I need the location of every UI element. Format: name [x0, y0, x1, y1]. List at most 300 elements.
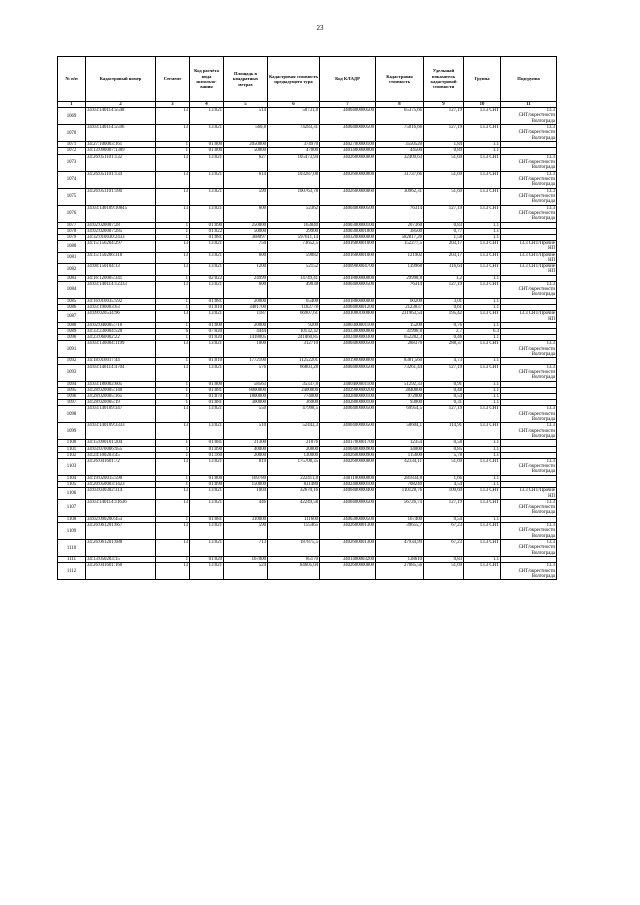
subgroup-cell — [501, 171, 557, 188]
cadastral-number-cell: 34:26:041601:160 — [86, 563, 156, 580]
usage-code-cell: 01:022 — [190, 228, 224, 234]
previous-cost-cell: 52152 — [268, 264, 320, 276]
group-cell: 1.1 — [464, 142, 501, 148]
row-number-cell: 1100 — [58, 440, 86, 446]
group-cell: 1.1 — [464, 275, 501, 281]
column-number: 5 — [224, 102, 268, 108]
previous-cost-cell: 73652,5 — [268, 241, 320, 253]
subgroup-line: 13.3 — [546, 406, 555, 412]
specific-cost-cell: 0,46 — [424, 335, 464, 341]
subgroup-line: 13.3 — [546, 205, 555, 211]
row-number-cell: 1111 — [58, 557, 86, 563]
group-cell: 13.3 СНТ — [464, 171, 501, 188]
row-number-cell: 1088 — [58, 322, 86, 328]
previous-cost-cell: 241060,85 — [268, 335, 320, 341]
area-cell: 1800000 — [224, 394, 268, 400]
usage-code-cell: 01:000 — [190, 381, 224, 387]
group-cell: 1.1 — [464, 228, 501, 234]
usage-code-cell: 13:021 — [190, 364, 224, 381]
specific-cost-cell: 1,84 — [424, 142, 464, 148]
previous-cost-cell: 52443,3 — [268, 423, 320, 440]
row-number-cell: 1104 — [58, 476, 86, 482]
previous-cost-cell: 84605,04 — [268, 563, 320, 580]
subgroup-cell — [501, 341, 557, 358]
previous-cost-cell: 66803,28 — [268, 364, 320, 381]
specific-cost-cell: 3,01 — [424, 298, 464, 304]
subgroup-line: СНТ/окрестности — [518, 464, 555, 470]
group-cell: 13.3 СНТ — [464, 108, 501, 125]
segment-cell: 13 — [156, 205, 190, 222]
cadastral-cost-cell: 3840000 — [376, 387, 424, 393]
area-cell: 50000 — [224, 228, 268, 234]
kladr-code-cell: 3400300000500 — [320, 516, 376, 522]
cadastral-number-cell: 34:02:090200:453 — [86, 516, 156, 522]
subgroup-line: СНТ/окрестности — [518, 428, 555, 434]
usage-code-cell: 01:081 — [190, 235, 224, 241]
specific-cost-cell: 0,85 — [424, 446, 464, 452]
subgroup-line: Волгограда — [531, 165, 555, 171]
kladr-code-cell: 3400400000500 — [320, 108, 376, 125]
subgroup-cell — [501, 540, 557, 557]
kladr-code-cell: 3403300000000 — [320, 329, 376, 335]
area-cell: 1418005 — [224, 335, 268, 341]
subgroup-line: СНТ/окрестности — [518, 505, 555, 511]
specific-cost-cell: 51,69 — [424, 459, 464, 476]
usage-code-cell: 13:021 — [190, 281, 224, 298]
table-row — [58, 125, 557, 142]
previous-cost-cell: 36900 — [268, 400, 320, 406]
usage-code-cell: 01:090 — [190, 482, 224, 488]
cadastral-number-cell: 34:03:190003:63 — [86, 305, 156, 311]
segment-cell: 13 — [156, 311, 190, 323]
previous-cost-cell: 14749,41 — [268, 275, 320, 281]
segment-cell: 1 — [156, 142, 190, 148]
previous-cost-cell: 21076 — [268, 440, 320, 446]
row-number-cell: 1079 — [58, 235, 86, 241]
cadastral-number-cell: 34:24:100203:45 — [86, 452, 156, 458]
cadastral-number-cell: 34:28:020005:165 — [86, 394, 156, 400]
segment-cell: 13 — [156, 406, 190, 423]
row-number-cell: 1092 — [58, 358, 86, 364]
specific-cost-cell: 0,76 — [424, 322, 464, 328]
previous-cost-cell: 52362 — [268, 205, 320, 222]
cadastral-number-cell: 34:26:051101:180 — [86, 188, 156, 205]
group-cell: 1.1 — [464, 476, 501, 482]
cadastral-number-cell: 34:20:050003:1423 — [86, 482, 156, 488]
kladr-code-cell: 3400400000500 — [320, 341, 376, 358]
subgroup-cell — [501, 241, 557, 253]
previous-cost-cell: 59082 — [268, 252, 320, 264]
usage-code-cell: 01:000 — [190, 142, 224, 148]
usage-code-cell: 13:021 — [190, 252, 224, 264]
cadastral-cost-cell: 3550520 — [376, 142, 424, 148]
subgroup-cell — [501, 499, 557, 516]
kladr-code-cell: 3402600000900 — [320, 452, 376, 458]
kladr-code-cell: 3402600000800 — [320, 171, 376, 188]
group-cell: 13.3 СНТ — [464, 188, 501, 205]
segment-cell: 1 — [156, 358, 190, 364]
area-cell: 20000 — [224, 298, 268, 304]
subgroup-line: Волгограда — [531, 533, 555, 539]
cadastral-number-cell: 34:03:140114:4704 — [86, 364, 156, 381]
usage-code-cell: 13:021 — [190, 523, 224, 540]
cadastral-cost-cell: 39655,7 — [376, 523, 424, 540]
subgroup-cell — [501, 205, 557, 222]
subgroup-cell — [501, 281, 557, 298]
area-cell: 20000 — [224, 322, 268, 328]
segment-cell: 1 — [156, 452, 190, 458]
cadastral-number-cell: 34:15:150204:297 — [86, 241, 156, 253]
cadastral-cost-cell: 207360 — [376, 222, 424, 228]
kladr-code-cell: 3400900004700 — [320, 264, 376, 276]
cadastral-cost-cell: 652282,3 — [376, 335, 424, 341]
area-cell: 4444 — [224, 329, 268, 335]
table-row — [58, 205, 557, 222]
area-cell: 446 — [224, 499, 268, 516]
kladr-code-cell: 3401400003200 — [320, 557, 376, 563]
group-cell: 13.3 СНТ — [464, 406, 501, 423]
kladr-code-cell: 3402700000100 — [320, 142, 376, 148]
column-number: 10 — [464, 102, 501, 108]
cadastral-number-cell: 34:23:060002:22 — [86, 335, 156, 341]
subgroup-line: НП — [548, 246, 555, 252]
row-number-cell: 1093 — [58, 364, 86, 381]
previous-cost-cell: 42249,58 — [268, 499, 320, 516]
group-cell: 13.3 СНТ — [464, 264, 501, 276]
cadastral-cost-cell: 47934,99 — [376, 540, 424, 557]
header-cell: Подгруппа — [501, 57, 557, 102]
area-cell: 1187 — [224, 311, 268, 323]
specific-cost-cell: 2,7 — [424, 329, 464, 335]
segment-cell: 13 — [156, 488, 190, 500]
group-cell: 1.1 — [464, 335, 501, 341]
table-row — [58, 171, 557, 188]
row-number-cell: 1098 — [58, 406, 86, 423]
previous-cost-cell: 155465 — [268, 523, 320, 540]
cadastral-number-cell: 34:03:140109:3333 — [86, 423, 156, 440]
subgroup-line: СНТ/окрестности — [518, 411, 555, 417]
row-number-cell: 1073 — [58, 154, 86, 171]
segment-cell: 1 — [156, 235, 190, 241]
kladr-code-cell: 3400400000500 — [320, 125, 376, 142]
segment-cell: 1 — [156, 335, 190, 341]
previous-cost-cell: 10132,32 — [268, 329, 320, 335]
subgroup-line: 13.3 — [546, 563, 555, 569]
table-row — [58, 154, 557, 171]
cadastral-cost-cell: 69954,5 — [376, 406, 424, 423]
specific-cost-cell: 127,19 — [424, 108, 464, 125]
usage-code-cell: 07:020 — [190, 329, 224, 335]
specific-cost-cell: 67,23 — [424, 523, 464, 540]
segment-cell: 1 — [156, 275, 190, 281]
cadastral-cost-cell: 152277,5 — [376, 241, 424, 253]
cadastral-number-cell: 34:02:020007:28 — [86, 222, 156, 228]
subgroup-line: СНТ/окрестности — [518, 210, 555, 216]
specific-cost-cell: 127,19 — [424, 364, 464, 381]
row-number-cell: 1090 — [58, 335, 86, 341]
usage-code-cell: 13:021 — [190, 171, 224, 188]
subgroup-line: НП — [548, 493, 555, 499]
column-number: 8 — [376, 102, 424, 108]
specific-cost-cell: 0,54 — [424, 516, 464, 522]
subgroup-line: СНТ/окрестности — [518, 287, 555, 293]
cadastral-number-cell: 34:26:051101:134 — [86, 171, 156, 188]
previous-cost-cell: 111600 — [268, 516, 320, 522]
subgroup-line: СНТ/окрестности — [518, 130, 555, 136]
row-number-cell: 1077 — [58, 222, 86, 228]
area-cell: 24999 — [224, 275, 268, 281]
group-cell: 1.1 — [464, 305, 501, 311]
usage-code-cell: 01:081 — [190, 516, 224, 522]
segment-cell: 1 — [156, 482, 190, 488]
row-number-cell: 1095 — [58, 387, 86, 393]
row-number-cell: 1086 — [58, 305, 86, 311]
kladr-code-cell: 3400400000500 — [320, 364, 376, 381]
usage-code-cell: 13:021 — [190, 188, 224, 205]
specific-cost-cell: 67,23 — [424, 540, 464, 557]
column-number: 4 — [190, 102, 224, 108]
kladr-code-cell: 3402600000800 — [320, 188, 376, 205]
cadastral-cost-cell: 93000 — [376, 400, 424, 406]
row-number-cell: 1099 — [58, 423, 86, 440]
cadastral-number-cell: 34:16:120005:341 — [86, 275, 156, 281]
row-number-cell: 1112 — [58, 563, 86, 580]
cadastral-cost-cell: 110128,76 — [376, 488, 424, 500]
specific-cost-cell: 51,69 — [424, 563, 464, 580]
table-row — [58, 108, 557, 125]
row-number-cell: 1075 — [58, 188, 86, 205]
cadastral-number-cell: 34:03:140114:11636 — [86, 499, 156, 516]
table-body — [58, 108, 557, 580]
previous-cost-cell: 187875,5 — [268, 540, 320, 557]
kladr-code-cell: 3402600000800 — [320, 563, 376, 580]
group-cell: 13.3 СНТ — [464, 488, 501, 500]
kladr-code-cell: 3402400000300 — [320, 335, 376, 341]
kladr-code-cell: 3402900000200 — [320, 387, 376, 393]
subgroup-line: СНТ/окрестности — [518, 176, 555, 182]
specific-cost-cell: 203,17 — [424, 241, 464, 253]
previous-cost-cell: 105473,94 — [268, 154, 320, 171]
column-number: 7 — [320, 102, 376, 108]
usage-code-cell: 01:081 — [190, 387, 224, 393]
cadastral-cost-cell: 51292,33 — [376, 381, 424, 387]
row-number-cell: 1078 — [58, 228, 86, 234]
subgroup-line: СНТ/окрестности — [518, 346, 555, 352]
group-cell: 1.1 — [464, 235, 501, 241]
cadastral-number-cell: 34:13:050203:15 — [86, 557, 156, 563]
specific-cost-cell: 127,19 — [424, 205, 464, 222]
previous-cost-cell: 1183778 — [268, 305, 320, 311]
segment-cell: 13 — [156, 252, 190, 264]
row-number-cell: 1108 — [58, 516, 86, 522]
usage-code-cell: 01:020 — [190, 335, 224, 341]
subgroup-line: Волгограда — [531, 292, 555, 298]
table-row — [58, 459, 557, 476]
group-cell: 13.3 СНТ — [464, 499, 501, 516]
previous-cost-cell: 597611,14 — [268, 235, 320, 241]
subgroup-line: СНТ/окрестности — [518, 528, 555, 534]
specific-cost-cell: 51,69 — [424, 188, 464, 205]
subgroup-line: Волгограда — [531, 199, 555, 205]
header-cell: Кадастровая стоимость — [376, 57, 424, 102]
row-number-cell: 1070 — [58, 125, 86, 142]
header-cell: Кадастровая стоимость предыдущего тура — [268, 57, 320, 102]
cadastral-number-cell: 34:09:020534:96 — [86, 311, 156, 323]
cadastral-number-cell: 34:18:010017:44 — [86, 358, 156, 364]
specific-cost-cell: 4,54 — [424, 482, 464, 488]
subgroup-cell — [501, 154, 557, 171]
kladr-code-cell: 3401800000000 — [320, 298, 376, 304]
subgroup-cell — [501, 406, 557, 423]
cadastral-cost-cell: 231963,54 — [376, 311, 424, 323]
group-cell: 1.1 — [464, 358, 501, 364]
group-cell: 13.3 СНТ — [464, 341, 501, 358]
cadastral-cost-cell: 115600 — [376, 452, 424, 458]
header-cell: № п/п — [58, 57, 86, 102]
column-number: 2 — [86, 102, 156, 108]
usage-code-cell: 13:021 — [190, 264, 224, 276]
specific-cost-cell: 0,91 — [424, 381, 464, 387]
cadastral-number-cell: 34:03:180002:605 — [86, 381, 156, 387]
group-cell: 6.3 — [464, 329, 501, 335]
table-row — [58, 341, 557, 358]
kladr-code-cell: 3401100000000 — [320, 476, 376, 482]
area-cell: 150000 — [224, 482, 268, 488]
header-cell: Сегмент — [156, 57, 190, 102]
cadastral-number-cell: 34:03:140109:10845 — [86, 205, 156, 222]
previous-cost-cell: 774000 — [268, 394, 320, 400]
row-number-cell: 1109 — [58, 523, 86, 540]
segment-cell: 13 — [156, 563, 190, 580]
area-cell: 368097 — [224, 235, 268, 241]
area-cell: 600 — [224, 252, 268, 264]
segment-cell: 1 — [156, 394, 190, 400]
row-number-cell: 1080 — [58, 241, 86, 253]
specific-cost-cell: 0,61 — [424, 305, 464, 311]
area-cell: 169780 — [224, 476, 268, 482]
area-cell: 50000 — [224, 148, 268, 154]
usage-code-cell: 01:010 — [190, 305, 224, 311]
group-cell: 13.3 СНТ — [464, 205, 501, 222]
usage-code-cell: 13:021 — [190, 459, 224, 476]
previous-cost-cell: 163840 — [268, 222, 320, 228]
table-row — [58, 499, 557, 516]
specific-cost-cell: 109,69 — [424, 488, 464, 500]
area-cell: 560,8 — [224, 125, 268, 142]
row-number-cell: 1085 — [58, 298, 86, 304]
subgroup-line: 13.3 — [546, 125, 555, 131]
kladr-code-cell: 3400400000900 — [320, 446, 376, 452]
cadastral-cost-cell: 29998,8 — [376, 275, 424, 281]
header-cell: Удельный показатель кадастровой стоимости — [424, 57, 464, 102]
subgroup-line: Волгограда — [531, 182, 555, 188]
row-number-cell: 1089 — [58, 329, 86, 335]
area-cell: 713 — [224, 540, 268, 557]
usage-code-cell: 01:010 — [190, 358, 224, 364]
row-number-cell: 1103 — [58, 459, 86, 476]
kladr-code-cell: 3402800000100 — [320, 400, 376, 406]
group-cell: 1.1 — [464, 446, 501, 452]
subgroup-line: 13.3 — [546, 154, 555, 160]
cadastral-cost-cell: 15200 — [376, 322, 424, 328]
subgroup-line: СНТ/окрестности — [518, 159, 555, 165]
kladr-code-cell: 3402600001300 — [320, 523, 376, 540]
kladr-code-cell: 3401700001700 — [320, 440, 376, 446]
previous-cost-cell: 2400000 — [268, 387, 320, 393]
usage-code-cell: 13:021 — [190, 205, 224, 222]
cadastral-cost-cell: 708240 — [376, 482, 424, 488]
header-cell: Площадь в квадратных метрах — [224, 57, 268, 102]
group-cell: 1.1 — [464, 394, 501, 400]
cadastral-cost-cell: 288370 — [376, 341, 424, 358]
cadastral-cost-cell: 60200 — [376, 298, 424, 304]
cadastral-number-cell: 34:26:061201:688 — [86, 540, 156, 557]
group-cell: 1.1 — [464, 381, 501, 387]
area-cell: 524 — [224, 563, 268, 580]
usage-code-cell: 01:081 — [190, 298, 224, 304]
page-number: 23 — [316, 24, 324, 32]
subgroup-cell — [501, 188, 557, 205]
cadastral-number-cell: 34:26:051101:132 — [86, 154, 156, 171]
header-row — [58, 57, 557, 102]
cadastral-number-cell: 34:03:070006:955 — [86, 446, 156, 452]
kladr-code-cell: 3402600000800 — [320, 154, 376, 171]
group-cell: 13.3 СНТ — [464, 281, 501, 298]
segment-cell: 13 — [156, 154, 190, 171]
group-cell: 1.1 — [464, 452, 501, 458]
kladr-code-cell: 3402800000100 — [320, 394, 376, 400]
kladr-code-cell: 3402600001300 — [320, 540, 376, 557]
kladr-code-cell: 3400400000500 — [320, 205, 376, 222]
kladr-code-cell: 3402600000800 — [320, 459, 376, 476]
kladr-code-cell: 3401600001000 — [320, 252, 376, 264]
usage-code-cell: 01:160 — [190, 452, 224, 458]
cadastral-number-cell: 34:03:140114:5596 — [86, 125, 156, 142]
table-row — [58, 488, 557, 500]
area-cell: 600 — [224, 205, 268, 222]
specific-cost-cell: 5,78 — [424, 452, 464, 458]
area-cell: 21300 — [224, 440, 268, 446]
group-cell: 13.3 СНТ — [464, 423, 501, 440]
area-cell: 1200 — [224, 264, 268, 276]
usage-code-cell: 13:021 — [190, 311, 224, 323]
cadastral-number-cell: 34:13:090007:1389 — [86, 148, 156, 154]
cadastral-number-cell: 34:16:010035:592 — [86, 298, 156, 304]
subgroup-cell — [501, 252, 557, 264]
table-row — [58, 281, 557, 298]
group-cell: 13.3 СНТ — [464, 241, 501, 253]
subgroup-line: 13.3 СНТ/Прочие — [519, 488, 555, 494]
segment-cell: 13 — [156, 423, 190, 440]
row-number-cell: 1082 — [58, 264, 86, 276]
header-cell: Кадастровый номер — [86, 57, 156, 102]
segment-cell: 13 — [156, 499, 190, 516]
previous-cost-cell: 74283,31 — [268, 125, 320, 142]
cadastral-number-cell: 34:03:030302:314 — [86, 488, 156, 500]
row-number-cell: 1069 — [58, 108, 86, 125]
previous-cost-cell: 66907,61 — [268, 311, 320, 323]
specific-cost-cell: 0,89 — [424, 148, 464, 154]
subgroup-line: 13.3 — [546, 523, 555, 529]
segment-cell: 13 — [156, 364, 190, 381]
cadastral-cost-cell: 2123837 — [376, 305, 424, 311]
table-row — [58, 423, 557, 440]
cadastral-cost-cell: 167400 — [376, 516, 424, 522]
specific-cost-cell: 114,91 — [424, 423, 464, 440]
segment-cell: 13 — [156, 108, 190, 125]
specific-cost-cell: 1,66 — [424, 476, 464, 482]
area-cell: 750 — [224, 241, 268, 253]
